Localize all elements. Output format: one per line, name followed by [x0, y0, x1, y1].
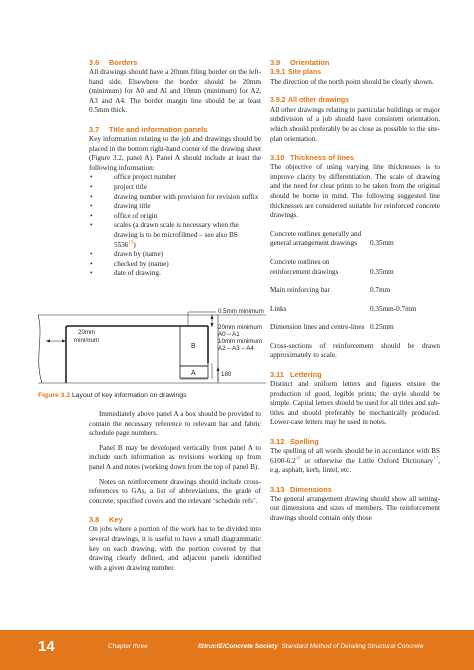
section-heading [270, 370, 440, 380]
subsection-title: All other drawings [288, 97, 350, 105]
list-item: • drawing number with provision for revision suffix [89, 193, 261, 203]
section-title: Thickness of lines [290, 153, 355, 163]
table-cell-label: Dimension lines and centre-lines [270, 323, 365, 332]
paragraph: The objective of using varying line thicknesses is to improve clarity by differentiation. The scale of drawing and the need for clear prints to be taken from the original should be borne in mind. The following suggested line thicknesses are considered suitable for reinforced concrete drawings. [270, 163, 440, 220]
figure-caption [38, 392, 268, 399]
publisher-name: IStructE/Concrete Society [198, 643, 278, 650]
subsection-heading [270, 68, 440, 78]
left-column [89, 58, 261, 279]
table-row [270, 305, 440, 315]
section-number: 3.6 [89, 58, 100, 67]
section-number: 3.7 [89, 124, 100, 134]
page-footer [0, 630, 474, 670]
section-number: 3.9 [270, 58, 281, 67]
section-heading [270, 485, 440, 495]
table-row [270, 230, 440, 249]
table-cell-value: 0.25mm [370, 323, 394, 332]
scales-text-end: ) [133, 240, 136, 249]
reference-link[interactable]: 16 [295, 456, 301, 462]
paragraph: Distinct and uniform letters and figures ensure the production of good, legible prints; the style should be simple. Capital letters should be used for all titles and sub-titles and should preferably be mechanically produced. Lower-case letters may be used in notes. [270, 380, 440, 427]
section-title: Dimensions [290, 484, 332, 494]
list-item: • project title [89, 183, 261, 193]
paragraph: Notes on reinforcement drawings should include cross-references to GAs, a list of abbreviations, the grade of concrete, specified covers and the relevant ‘schedule refs’. [89, 477, 261, 505]
scales-text: scales (a drawn scale is necessary when the drawing is to be microfilmed – see also BS 5536 [114, 221, 239, 249]
section-heading [89, 125, 261, 135]
paragraph: Key information relating to the job and drawings should be placed in the bottom right-hand corner of the drawing sheet (Figure 3.2, panel A). Panel A should include at least the following information: [89, 134, 261, 172]
list-item: • office of origin [89, 212, 261, 222]
section-heading [270, 437, 440, 447]
subsection-title: Site plans [288, 69, 322, 76]
paragraph: On jobs where a portion of the work has to be divided into several drawings, it is useful to have a small diagrammatic key on each drawing, with the portion covered by that drawing clearly defined, and adjacent panels identified with a given drawing number. [89, 525, 261, 572]
table-cell-value: 0.7mm [370, 286, 391, 295]
section-number: 3.13 [270, 484, 285, 494]
paragraph-text: or otherwise the Little Oxford Dictionary [300, 456, 434, 465]
page-number: 14 [38, 638, 55, 655]
table-cell-label: Links [270, 304, 287, 313]
section-title: Title and information panels [109, 124, 208, 134]
publication-title [198, 643, 423, 650]
section-title: Key [109, 515, 123, 525]
paragraph: The general arrangement drawing should show all setting-out dimensions and sizes of members. The reinforcement drawings should contain only those [270, 494, 440, 522]
left-column-lower [89, 410, 261, 573]
paragraph: Panel B may be developed vertically from panel A to include such information as revisions working up from panel A and notes (working down from the top of panel B). [89, 443, 261, 471]
subsection-number: 3.9.1 [270, 69, 286, 76]
table-cell-label: Main reinforcing bar [270, 286, 330, 295]
list-item: • office project number [89, 173, 261, 183]
figure-caption-text: Layout of key information on drawings [72, 392, 187, 399]
label-minimum: minimum [74, 337, 100, 344]
table-cell-value: 0.35mm [370, 267, 394, 276]
paragraph-text: , e.g. asphalt, kerb, lintel, etc. [270, 456, 440, 475]
section-heading [270, 153, 440, 163]
paragraph: Immediately above panel A a box should be provided to contain the necessary reference to relevant bar and fabric schedule page numbers. [89, 410, 261, 438]
table-row [270, 323, 440, 333]
section-title: Spelling [290, 437, 319, 447]
section-heading [270, 58, 440, 68]
list-item: • drawing title [89, 202, 261, 212]
reference-link[interactable]: 10 [128, 240, 134, 246]
right-column [270, 58, 440, 524]
label-20mm: 20mm [78, 329, 96, 336]
section-number: 3.8 [89, 515, 100, 525]
paragraph: Cross-sections of reinforcement should be drawn approximately to scale. [270, 341, 440, 360]
list-item: • date of drawing. [89, 269, 261, 279]
label-panel-a: A [191, 370, 196, 377]
reference-link[interactable]: 17 [433, 456, 439, 462]
table-cell-value: 0.35mm [370, 239, 394, 248]
label-180: 180 [221, 371, 232, 378]
chapter-label: Chapter three [108, 643, 148, 650]
manual-title: Standard Method of Detailing Structural Concrete [281, 643, 424, 650]
paragraph: All other drawings relating to particular buildings or major subdivision of a job should have consistent orientation, which should preferably be as close as possible to the site-plan orientation. [270, 105, 440, 143]
figure-label: Figure 3.2 [38, 392, 71, 399]
label-10mm-min: 10mm minimum [218, 338, 263, 345]
table-row [270, 286, 440, 296]
section-heading [89, 515, 261, 525]
info-list [89, 173, 261, 279]
section-title: Orientation [290, 58, 330, 67]
table-cell-value: 0.35mm-0.7mm [370, 304, 417, 313]
section-title: Lettering [290, 370, 322, 380]
paragraph: All drawings should have a 20mm filing border on the left-hand side. Elsewhere the border should be 20mm (minimum) for A0 and Al and 10mm (minimum) for A2, A3 and A4. The border margin line should be at least 0.5mm thick. [89, 68, 261, 115]
section-heading [89, 58, 261, 68]
section-number: 3.10 [270, 153, 285, 163]
label-20mm-min: 20mm minimum [218, 324, 263, 331]
table-cell-label: Concrete outlines on reinforcement drawings [270, 257, 339, 276]
break-line [38, 315, 42, 383]
label-05mm: 0.5mm minimum [218, 308, 264, 315]
list-item [89, 221, 261, 250]
figure-diagram [38, 305, 266, 389]
label-a2-a4: A2 – A3 – A4 [218, 345, 254, 352]
subsection-number: 3.9.2 [270, 97, 286, 105]
section-number: 3.12 [270, 437, 285, 447]
paragraph: The direction of the north point should be clearly shown. [270, 77, 434, 86]
table-cell-label: Concrete outlines generally and general arrangement drawings [270, 229, 362, 248]
paragraph [270, 447, 440, 476]
label-a0-a1: A0 – A1 [218, 331, 240, 338]
list-item: • checked by (name) [89, 260, 261, 270]
section-title: Borders [109, 58, 138, 67]
section-number: 3.11 [270, 370, 284, 380]
line-thickness-table [270, 230, 440, 333]
list-item: • drawn by (name) [89, 250, 261, 260]
table-row [270, 258, 440, 277]
label-panel-b: B [191, 343, 196, 350]
paragraph-text: The spelling of all words should be in accordance with BS 6100-6.2 [270, 447, 440, 465]
subsection-heading [270, 96, 440, 106]
